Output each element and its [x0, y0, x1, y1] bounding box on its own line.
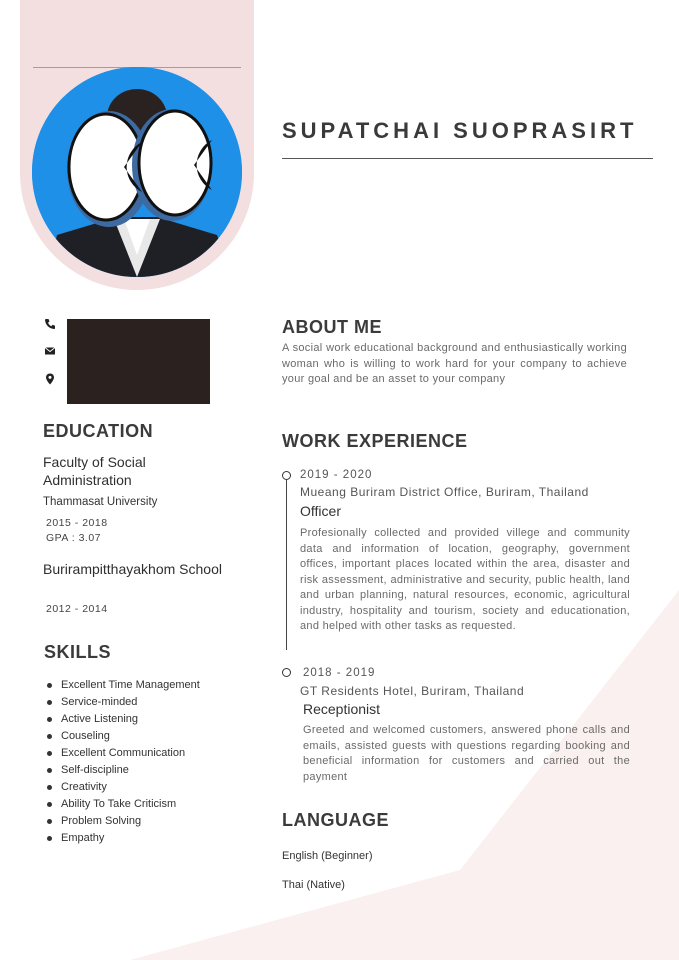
avatar: [32, 67, 242, 277]
skill-item: [44, 762, 244, 779]
skill-label: Self-discipline: [61, 764, 129, 776]
bullet-icon: [47, 700, 52, 705]
skill-item: [44, 677, 244, 694]
skill-label: Ability To Take Criticism: [61, 798, 177, 810]
phone-icon: [44, 318, 56, 330]
work-years-2: 2018 - 2019: [303, 667, 376, 679]
bullet-icon: [47, 768, 52, 773]
language-item-english: English (Beginner): [282, 850, 373, 862]
skill-item: [44, 813, 244, 830]
work-years-1: 2019 - 2020: [300, 469, 373, 481]
work-place-2: GT Residents Hotel, Buriram, Thailand: [300, 684, 525, 698]
work-role-1: Officer: [300, 503, 341, 519]
bullet-icon: [47, 683, 52, 688]
education-years-2: 2012 - 2014: [46, 603, 108, 615]
skill-item: [44, 694, 244, 711]
work-description-2: Greeted and welcomed customers, answered phone calls and emails, assisted guests with questions regarding booking and beneficial information for customers and carried out the payment: [303, 724, 630, 783]
language-item-thai: Thai (Native): [282, 879, 345, 891]
education-school-2: Burirampitthayakhom School: [43, 561, 222, 577]
name-header: [282, 118, 654, 160]
education-years-1: 2015 - 2018: [46, 517, 108, 529]
timeline-dot-icon: [282, 471, 291, 480]
education-school-1: Faculty of Social Administration: [43, 454, 146, 488]
bullet-icon: [47, 819, 52, 824]
skill-label: Couseling: [61, 730, 110, 742]
skill-item: [44, 745, 244, 762]
timeline-line: [286, 480, 287, 650]
education-institution-1: Thammasat University: [43, 496, 158, 508]
work-description-1: Profesionally collected and provided villege and community data and information of location, geography, government offices, important places located within the area, disaster and risk assessment, administrative and security, public health, land and urban planning, natural resources, economic, agricultural industry, hospitality and tourism, society and educationation, and helped with other tasks as requested.: [300, 527, 630, 632]
about-heading: ABOUT ME: [282, 317, 382, 337]
bullet-icon: [47, 802, 52, 807]
skills-heading: SKILLS: [44, 642, 112, 662]
skill-label: Empathy: [61, 832, 105, 844]
avatar-illustration: [32, 67, 242, 277]
skill-label: Excellent Time Management: [61, 679, 200, 691]
work-place-1: Mueang Buriram District Office, Buriram, Thailand: [300, 485, 589, 499]
skill-label: Active Listening: [61, 713, 139, 725]
education-gpa-1: GPA : 3.07: [46, 532, 102, 544]
bullet-icon: [47, 717, 52, 722]
skills-list: [44, 677, 244, 847]
timeline-dot-icon: [282, 668, 291, 677]
bullet-icon: [47, 836, 52, 841]
skill-item: [44, 830, 244, 847]
about-text: A social work educational background and enthusiastically working woman who is willing to work hard for your company to achieve your goal and be an asset to your company: [282, 342, 627, 385]
education-heading: EDUCATION: [43, 421, 154, 441]
skill-label: Creativity: [61, 781, 107, 793]
work-role-2: Receptionist: [303, 701, 381, 717]
work-heading: WORK EXPERIENCE: [282, 431, 468, 451]
skill-item: [44, 779, 244, 796]
location-icon: [44, 373, 56, 385]
skill-label: Excellent Communication: [61, 747, 186, 759]
name-underline: [282, 158, 653, 159]
language-heading: LANGUAGE: [282, 810, 389, 830]
person-name: SUPATCHAI SUOPRASIRT: [282, 118, 638, 143]
skill-label: Problem Solving: [61, 815, 142, 827]
bullet-icon: [47, 734, 52, 739]
contact-redacted-box: [67, 319, 210, 404]
skill-item: [44, 796, 244, 813]
bullet-icon: [47, 751, 52, 756]
skill-label: Service-minded: [61, 696, 138, 708]
skill-item: [44, 711, 244, 728]
mail-icon: [44, 345, 56, 357]
skill-item: [44, 728, 244, 745]
bullet-icon: [47, 785, 52, 790]
